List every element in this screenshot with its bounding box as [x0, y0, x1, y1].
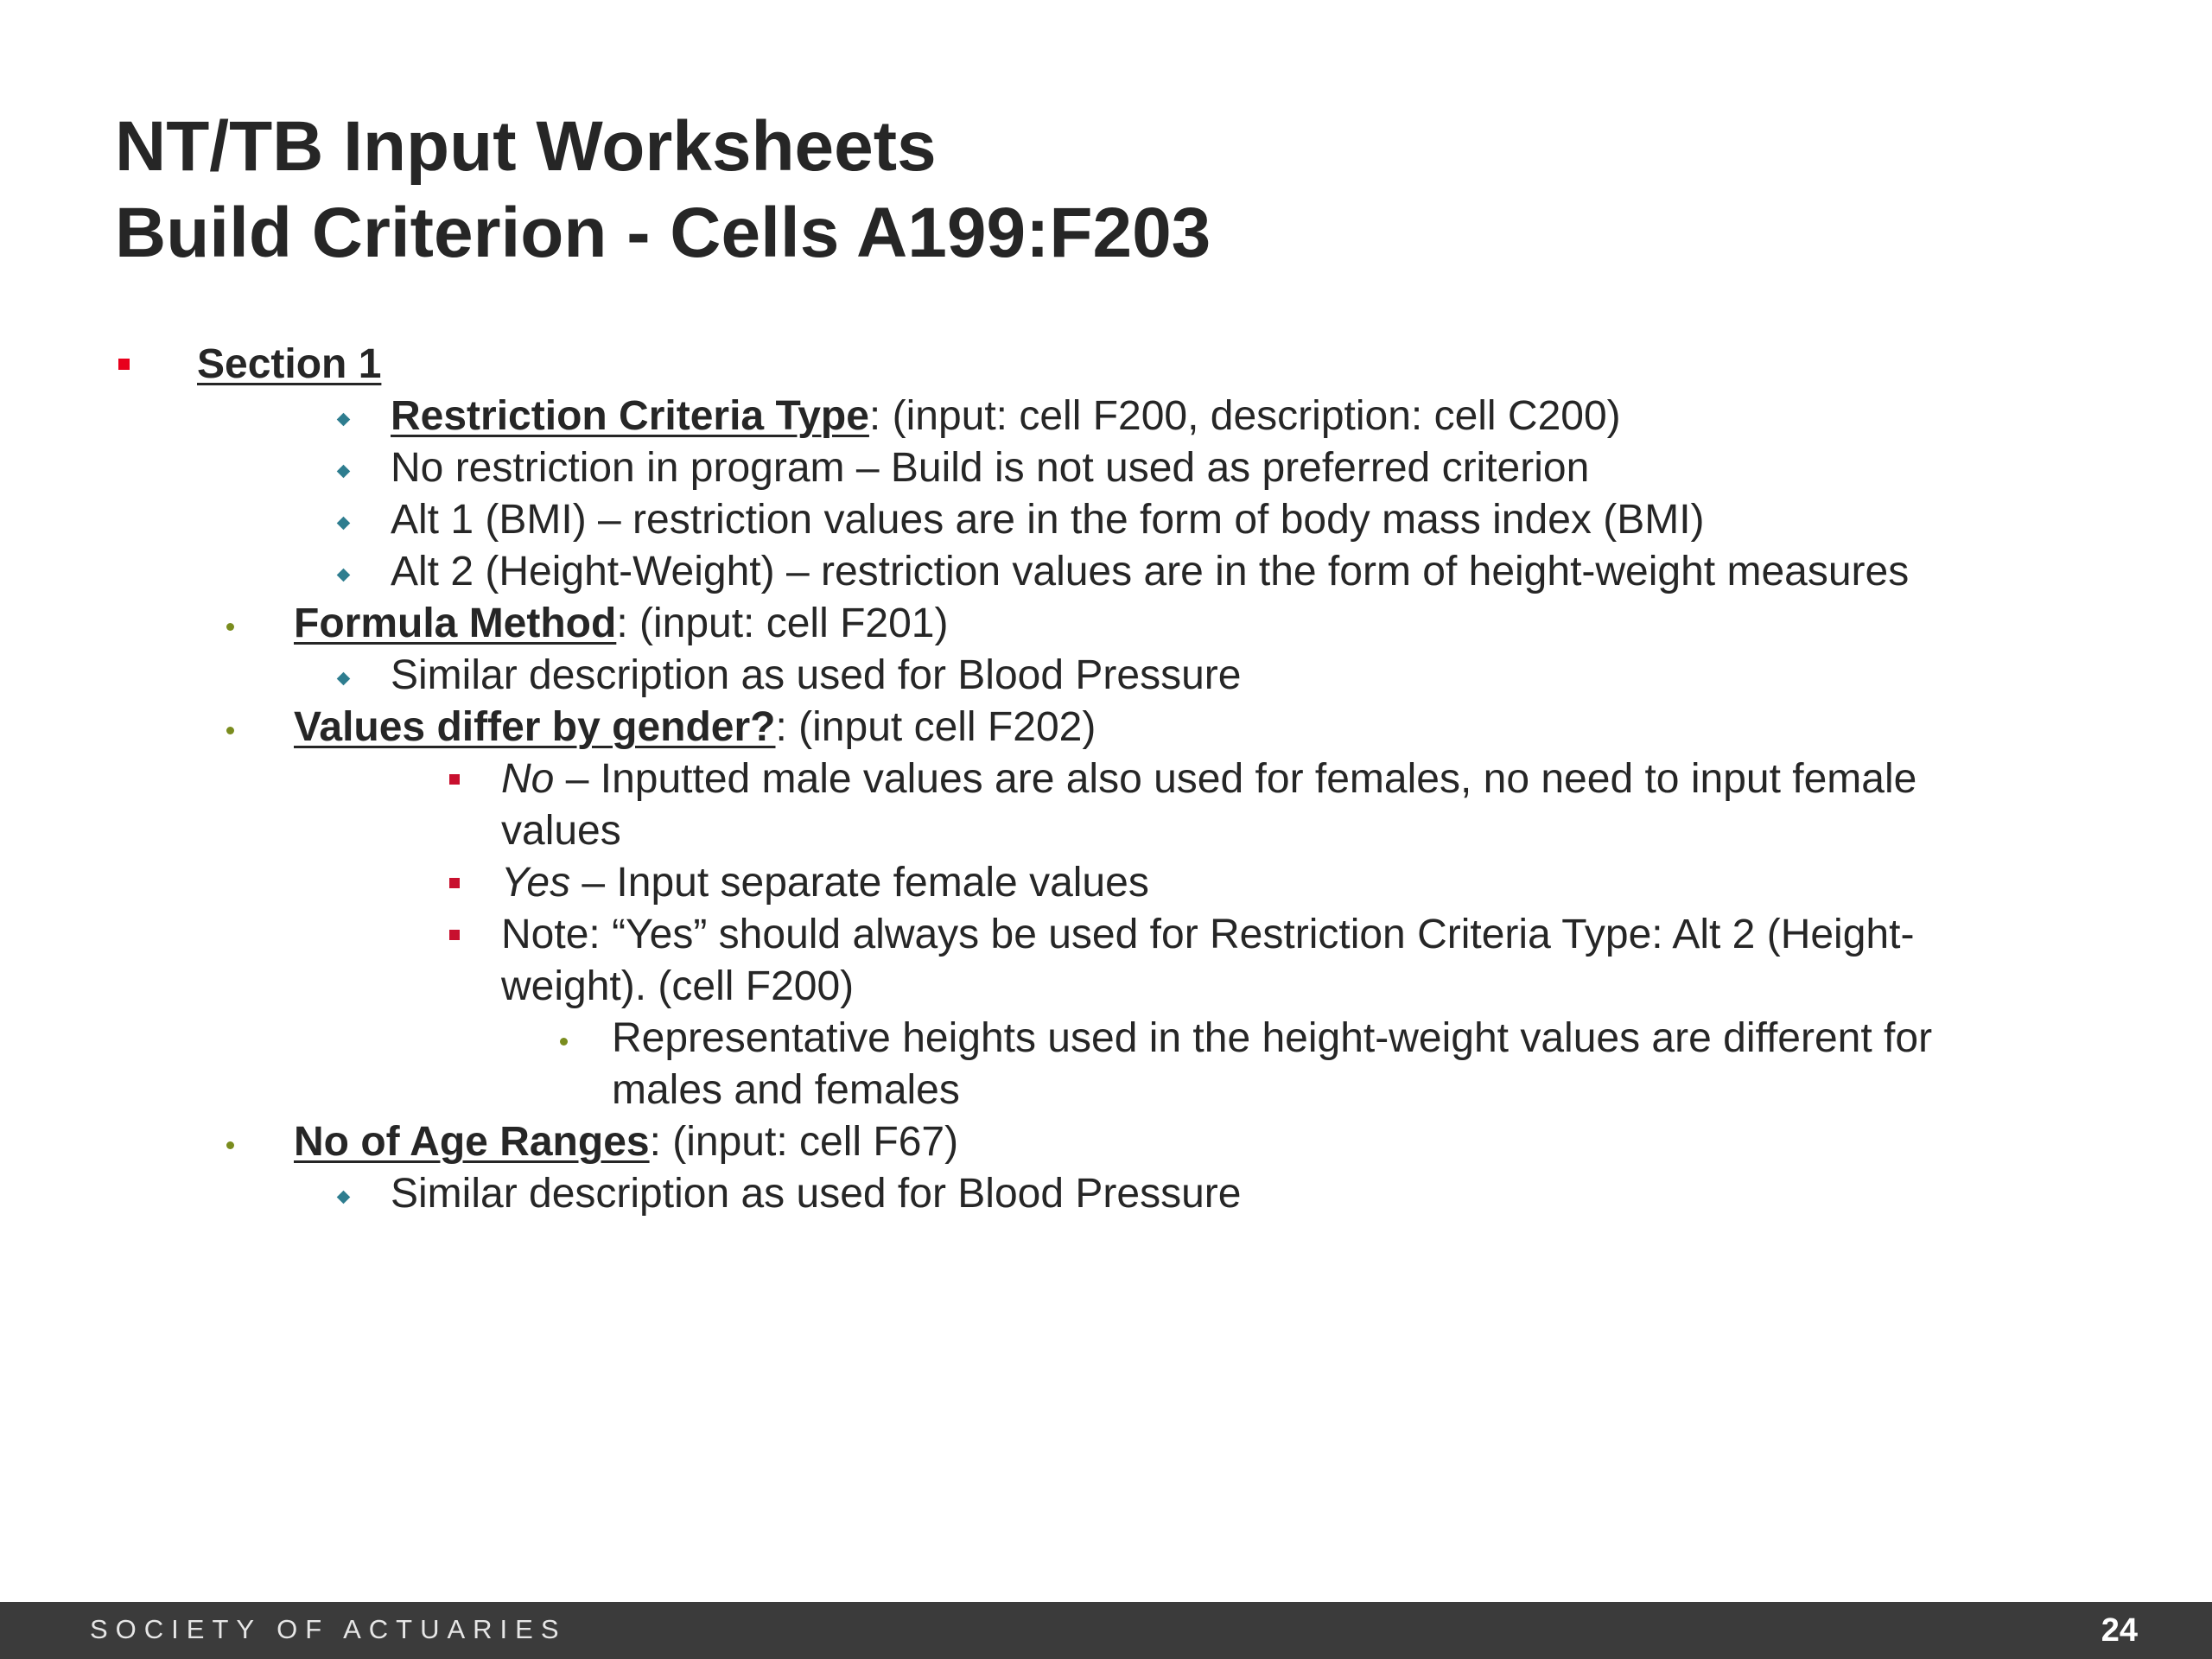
gender-no-term: No: [501, 756, 555, 802]
footer-organization: SOCIETY OF ACTUARIES: [90, 1614, 567, 1644]
list-item-gender: [0, 702, 2212, 753]
diamond-bullet-icon: [337, 517, 351, 531]
gender-detail: : (input cell F202): [775, 704, 1096, 750]
list-item-option-alt2: [0, 546, 2212, 598]
slide-body: [0, 339, 2212, 1220]
option-alt2-text: Alt 2 (Height-Weight) – restriction values are in the form of height-weight measures: [391, 549, 1910, 594]
square-bullet-icon: [449, 774, 460, 785]
gender-note-text: Note: “Yes” should always be used for Restriction Criteria Type: Alt 2 (Height-weight). (cell F200): [501, 912, 1915, 1009]
list-item-option-alt1: [0, 494, 2212, 546]
diamond-bullet-icon: [337, 1191, 351, 1205]
list-item-formula-method: [0, 598, 2212, 650]
diamond-bullet-icon: [337, 672, 351, 686]
slide-title: [115, 104, 1211, 276]
gender-no-text: – Inputted male values are also used for females, no need to input female values: [501, 756, 1917, 854]
list-item-formula-desc: [0, 650, 2212, 702]
gender-yes-term: Yes: [501, 860, 571, 906]
option-alt1-text: Alt 1 (BMI) – restriction values are in the form of body mass index (BMI): [391, 497, 1705, 543]
age-desc-text: Similar description as used for Blood Pressure: [391, 1171, 1242, 1217]
option-none-text: No restriction in program – Build is not used as preferred criterion: [391, 445, 1590, 491]
list-item-gender-note: [0, 909, 1987, 1013]
slide-title-line2: Build Criterion - Cells A199:F203: [115, 194, 1211, 272]
section1-heading: Section 1: [197, 341, 382, 387]
dot-bullet-icon: [226, 1141, 234, 1149]
dot-bullet-icon: [226, 727, 234, 734]
list-item-option-none: [0, 442, 2212, 494]
list-item-gender-note-sub: [0, 1013, 1994, 1116]
age-ranges-detail: : (input: cell F67): [649, 1119, 959, 1165]
gender-yes-text: – Input separate female values: [570, 860, 1149, 906]
page-number: 24: [2101, 1612, 2138, 1649]
square-bullet-icon: [449, 930, 460, 940]
formula-method-label: Formula Method: [294, 601, 617, 646]
list-item-gender-no: [0, 753, 1987, 857]
list-item-gender-yes: [0, 857, 1987, 909]
diamond-bullet-icon: [337, 569, 351, 582]
age-ranges-label: No of Age Ranges: [294, 1119, 650, 1165]
slide-title-line1: NT/TB Input Worksheets: [115, 107, 937, 186]
diamond-bullet-icon: [337, 465, 351, 479]
list-item-age-desc: [0, 1168, 2212, 1220]
restriction-type-detail: : (input: cell F200, description: cell C200): [868, 393, 1621, 439]
footer-bar: [0, 1602, 2212, 1659]
formula-desc-text: Similar description as used for Blood Pressure: [391, 652, 1242, 698]
diamond-bullet-icon: [337, 413, 351, 427]
restriction-type-label: Restriction Criteria Type: [391, 393, 869, 439]
square-bullet-icon: [449, 878, 460, 888]
gender-note-sub-text: Representative heights used in the height-weight values are different for males and females: [612, 1015, 1933, 1113]
square-bullet-icon: [118, 359, 130, 370]
gender-label: Values differ by gender?: [294, 704, 776, 750]
list-item-age-ranges: [0, 1116, 2212, 1168]
dot-bullet-icon: [226, 623, 234, 631]
list-item-restriction-type: [0, 391, 2212, 442]
dot-bullet-icon: [560, 1038, 568, 1046]
formula-method-detail: : (input: cell F201): [616, 601, 949, 646]
list-item-section1: [0, 339, 2212, 391]
